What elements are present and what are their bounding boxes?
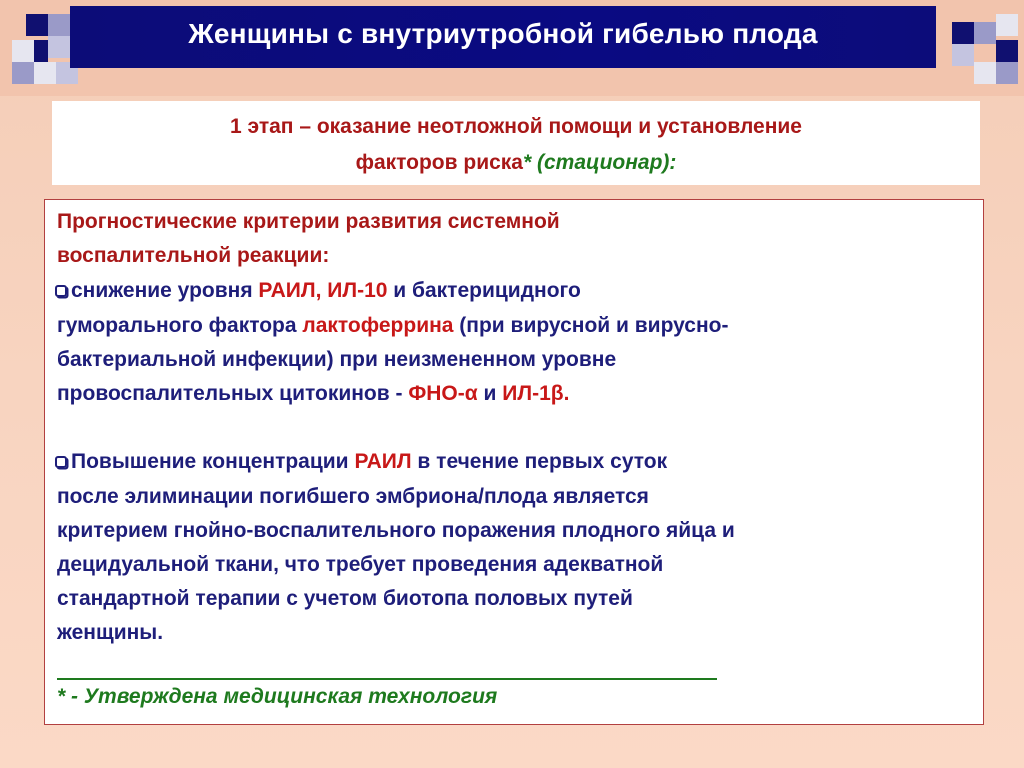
decor-square (12, 62, 34, 84)
bullet-2-line-4: децидуальной ткани, что требует проведения адекватной (57, 553, 664, 576)
subtitle-risk-factors: факторов риска (355, 151, 523, 174)
header-band (0, 0, 1024, 96)
decor-square (12, 40, 34, 62)
subtitle-line-2 (52, 151, 980, 175)
bullet-1-text: и бактерицидного (387, 279, 581, 302)
decor-square (974, 22, 996, 44)
bullet-2-line-1 (55, 450, 667, 474)
bullet-1-text: (при вирусной и вирусно- (453, 314, 729, 337)
bullet-1-line-4 (57, 382, 569, 406)
subtitle-asterisk: * (522, 151, 532, 174)
bullet-1-highlight-rail-il10: РАИЛ, ИЛ-10 (258, 279, 388, 302)
decor-square (34, 62, 56, 84)
bullet-2-line-5: стандартной терапии с учетом биотопа половых путей (57, 587, 633, 610)
bullet-2-text: Повышение концентрации (71, 450, 355, 473)
bullet-2-text: в течение первых суток (411, 450, 668, 473)
checkbox-bullet-icon (55, 285, 67, 297)
bullet-1-highlight-tnf: ФНО-α (408, 382, 478, 405)
decor-square (952, 44, 974, 66)
bullet-1-line-2 (57, 314, 728, 338)
decor-square (996, 14, 1018, 36)
subtitle-place: (стационар) (531, 151, 670, 174)
bullet-1-text: снижение уровня (71, 279, 259, 302)
checkbox-bullet-icon (55, 456, 67, 468)
criteria-panel (44, 199, 984, 725)
bullet-1-highlight-lactoferrin: лактоферрина (302, 314, 454, 337)
subtitle-colon: : (669, 151, 677, 174)
title-bar (70, 6, 936, 68)
slide-title: Женщины с внутриутробной гибелью плода (188, 18, 818, 49)
subtitle-line-1: 1 этап – оказание неотложной помощи и установление (230, 115, 802, 138)
bullet-2-line-3: критерием гнойно-воспалительного поражения плодного яйца и (57, 519, 735, 542)
criteria-heading-line-2: воспалительной реакции: (57, 244, 330, 267)
bullet-1-text: гуморального фактора (57, 314, 303, 337)
subtitle-box (52, 101, 980, 185)
bullet-2-line-2: после элиминации погибшего эмбриона/плода является (57, 485, 649, 508)
bullet-2-highlight-rail: РАИЛ (354, 450, 412, 473)
bullet-2-line-6: женщины. (57, 621, 164, 644)
decor-square (48, 36, 70, 58)
decor-square (26, 14, 48, 36)
decor-square (34, 40, 48, 62)
footnote-separator (57, 678, 717, 680)
bullet-1-text: провоспалительных цитокинов - (57, 382, 409, 405)
bullet-1-highlight-il1b: ИЛ-1β. (502, 382, 570, 405)
decor-square (974, 62, 996, 84)
decor-square (48, 14, 70, 36)
criteria-heading-line-1: Прогностические критерии развития системной (57, 210, 560, 233)
decor-square (996, 62, 1018, 84)
bullet-1-text: и (477, 382, 503, 405)
decor-square (952, 22, 974, 44)
bullet-1-line-1 (55, 279, 581, 303)
footnote-text: * - Утверждена медицинская технология (57, 685, 498, 708)
decor-square (996, 40, 1018, 62)
bullet-1-line-3: бактериальной инфекции) при неизмененном уровне (57, 348, 617, 371)
